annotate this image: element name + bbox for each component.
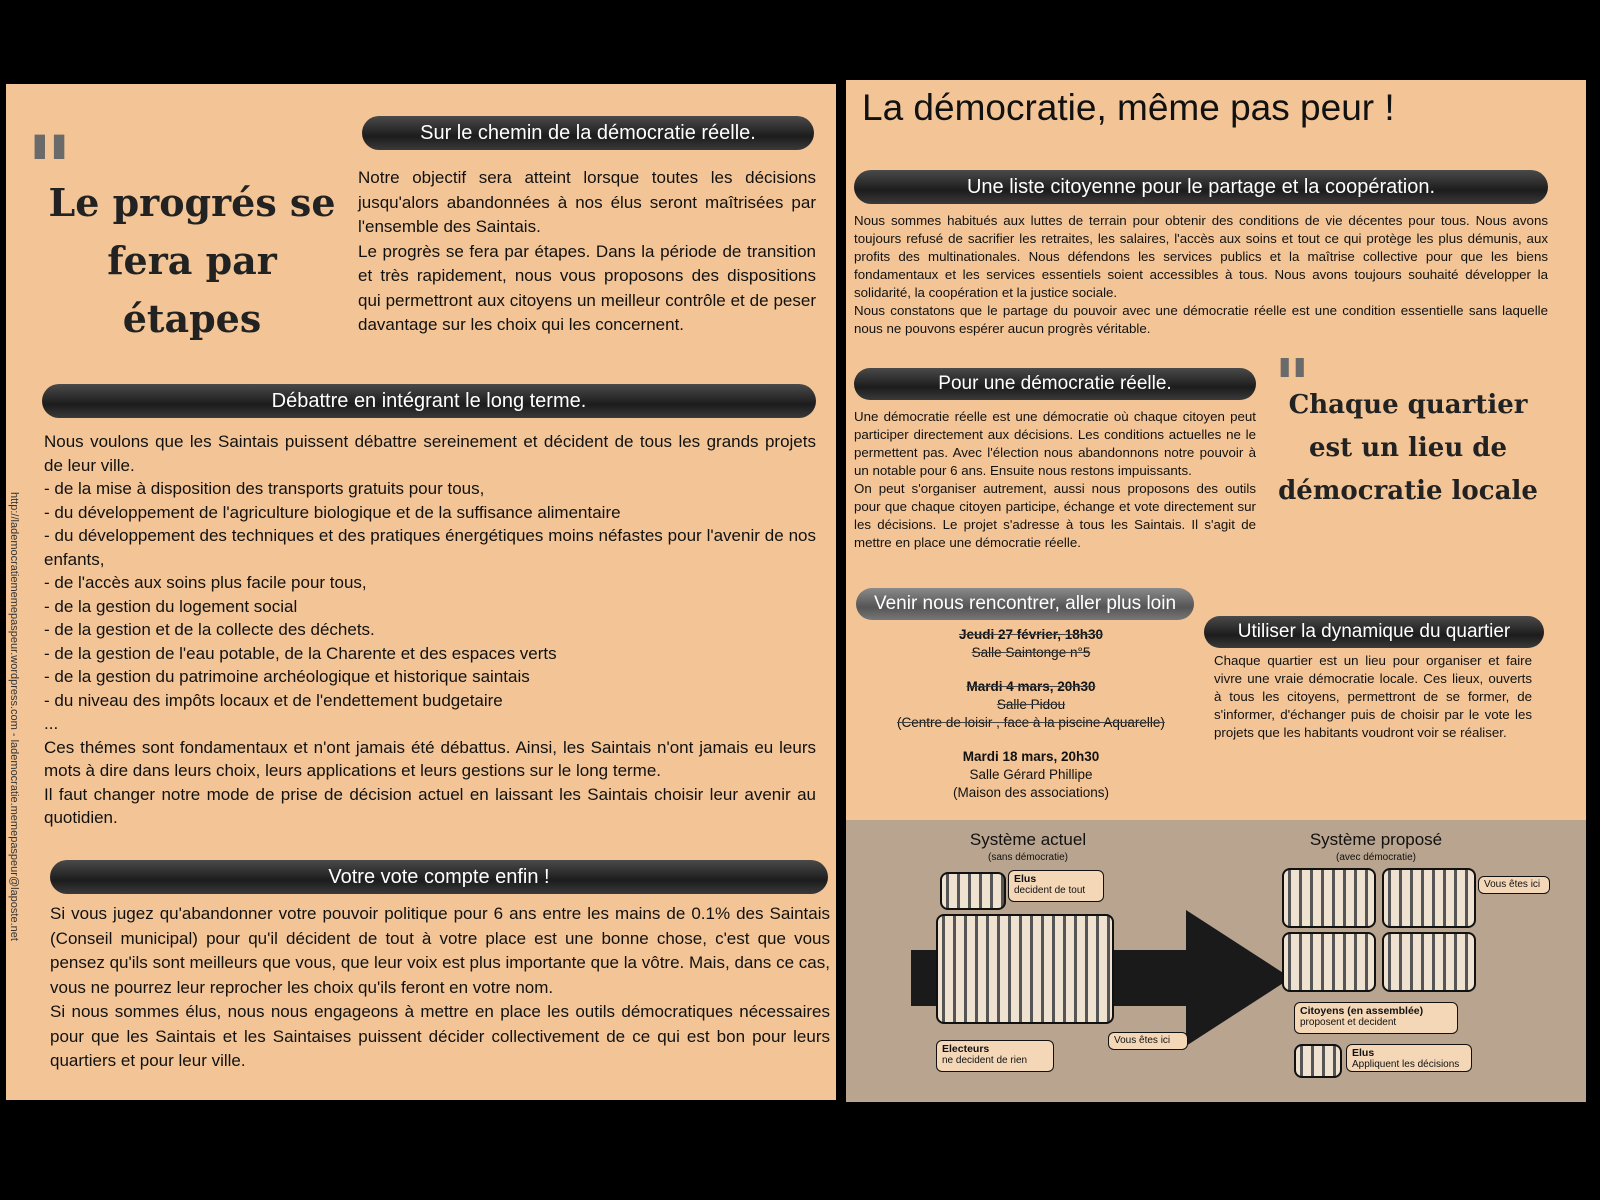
list-item: - de la gestion de l'eau potable, de la Charente et des espaces verts bbox=[44, 643, 557, 663]
electeurs-label: Electeurs ne decident de rien bbox=[936, 1040, 1054, 1072]
list-item: - du niveau des impôts locaux et de l'endettement budgetaire bbox=[44, 690, 503, 710]
section-title-quartier: Utiliser la dynamique du quartier bbox=[1204, 616, 1544, 648]
democratie-p1: Une démocratie réelle est une démocratie où chaque citoyen peut participer directement aux décisions. Les conditions actuelles ne le permettent pas. Avec l'élection nous abandonnons notre pouvoir à un notable pour 6 ans. Ensuite nous restons impuissants. bbox=[854, 409, 1256, 478]
elus2-group bbox=[1294, 1044, 1342, 1078]
right-quote: Chaque quartier est un lieu de démocratie locale bbox=[1278, 390, 1538, 506]
debattre-text bbox=[44, 430, 816, 830]
elus-label: Elus decident de tout bbox=[1008, 870, 1104, 902]
list-item: - de la gestion et de la collecte des déchets. bbox=[44, 620, 375, 639]
citoyens-label: Citoyens (en assemblée) proposent et decident bbox=[1294, 1002, 1458, 1034]
event-extra: (Centre de loisir , face à la piscine Aquarelle) bbox=[897, 715, 1165, 730]
list-item: - de la gestion du patrimoine archéologique et historique saintais bbox=[44, 667, 530, 686]
vous-ici-label-2: Vous êtes ici bbox=[1478, 876, 1550, 894]
quartier-p1: Chaque quartier est un lieu pour organiser et faire vivre une vraie démocratie locale. Ces lieux, ouverts à tous les citoyens, permettront de se former, de s'informer, d'échanger puis de choisir par le vote les projets que les habitants voudront voir se réaliser. bbox=[1214, 653, 1532, 740]
left-quote: Le progrés se fera par étapes bbox=[48, 180, 336, 341]
liste-p1: Nous sommes habitués aux luttes de terrain pour obtenir des conditions de vie décentes pour tous. Nous avons toujours refusé de sacrifier les retraites, les salaires, l'accès aux soins et tout ce qui protège les plus démunis, aux profits des multinationales. Nous défendons les services publics et la maîtrise collective pour que les biens fondamentaux et les services essentiels soient accessibles à tous. Nous avons toujours souhaité développer la solidarité, la coopération et la justice sociale. bbox=[854, 213, 1548, 300]
list-item: - de l'accès aux soins plus facile pour tous, bbox=[44, 573, 367, 592]
chemin-text bbox=[358, 166, 816, 338]
section-title-vote: Votre vote compte enfin ! bbox=[50, 860, 828, 894]
event-2 bbox=[866, 678, 1196, 732]
list-item: ... bbox=[44, 714, 59, 733]
proposed-sub: (avec démocratie) bbox=[1335, 852, 1417, 863]
citoyens-group-3 bbox=[1282, 932, 1376, 992]
events bbox=[866, 626, 1196, 802]
elus-group bbox=[940, 872, 1006, 910]
current-title: Système actuel bbox=[969, 830, 1087, 849]
right-page bbox=[846, 80, 1586, 1102]
section-title-democratie: Pour une démocratie réelle. bbox=[854, 368, 1256, 400]
debattre-outro2: Il faut changer notre mode de prise de décision actuel en laissant les Saintais choisir leur avenir au quotidien. bbox=[44, 784, 816, 827]
vote-p2: Si nous sommes élus, nous nous engageons à mettre en place les outils démocratiques nécessaires pour que les Saintais et les Saintaises puissent décider collectivement de ce qui est bon pour leurs quartiers et pour leur ville. bbox=[50, 1002, 830, 1070]
vote-text bbox=[50, 902, 830, 1074]
citoyens-group-1 bbox=[1282, 868, 1376, 928]
side-url: http://lademocratiememepaspeur.wordpress.com - lademocratie.memepaspeur@laposte.net bbox=[8, 492, 20, 941]
citoyens-group-4 bbox=[1382, 932, 1476, 992]
liste-text bbox=[854, 212, 1548, 338]
quote-mark: " bbox=[1274, 343, 1311, 426]
system-diagram bbox=[846, 820, 1586, 1102]
list-item: - du développement des techniques et des pratiques énergétiques moins néfastes pour l'avenir de nos enfants, bbox=[44, 526, 816, 569]
debattre-outro1: Ces thémes sont fondamentaux et n'ont jamais été débattus. Ainsi, les Saintais n'ont jamais eu leurs mots à dire dans leurs choix, leurs applications et leurs gestions sur le long terme. bbox=[44, 737, 816, 780]
current-sub: (sans démocratie) bbox=[987, 852, 1069, 863]
list-item: - de la mise à disposition des transports gratuits pour tous, bbox=[44, 479, 485, 498]
section-title-chemin: Sur le chemin de la démocratie réelle. bbox=[362, 116, 814, 150]
headline: La démocratie, même pas peur ! bbox=[862, 87, 1395, 128]
quote-mark: " bbox=[26, 116, 73, 222]
event-place: Salle Gérard Phillipe bbox=[969, 767, 1093, 782]
debattre-intro: Nous voulons que les Saintais puissent débattre sereinement et décident de tous les grands projets de leur ville. bbox=[44, 432, 816, 475]
event-date: Mardi 18 mars, 20h30 bbox=[962, 749, 1100, 764]
event-place: Salle Saintonge n°5 bbox=[971, 645, 1091, 660]
vote-p1: Si vous jugez qu'abandonner votre pouvoir politique pour 6 ans entre les mains de 0.1% des Saintais (Conseil municipal) pour qu'il décident de tout à votre place est une bonne chose, c'est que vous pensez qu'ils sont meilleurs que vous, que leur voix est plus importante que la vôtre. Mais, dans ce cas, vous ne pourrez leur reprocher les choix qu'ils feront en votre nom. bbox=[50, 904, 830, 997]
event-1 bbox=[866, 626, 1196, 662]
event-3 bbox=[866, 748, 1196, 802]
section-title-debattre: Débattre en intégrant le long terme. bbox=[42, 384, 816, 418]
section-title-liste: Une liste citoyenne pour le partage et la coopération. bbox=[854, 170, 1548, 204]
democratie-text bbox=[854, 408, 1256, 552]
event-extra: (Maison des associations) bbox=[952, 785, 1110, 800]
electeurs-group bbox=[936, 914, 1114, 1024]
elus2-label: Elus Appliquent les décisions bbox=[1346, 1044, 1472, 1072]
event-date: Jeudi 27 février, 18h30 bbox=[958, 627, 1104, 642]
vous-ici-label-1: Vous êtes ici bbox=[1108, 1032, 1188, 1050]
chemin-p2: Le progrès se fera par étapes. Dans la période de transition et très rapidement, nous vous proposons des dispositions qui permettront aux citoyens un meilleur contrôle et de peser davantage sur les choix qui les concernent. bbox=[358, 241, 816, 334]
democratie-p2: On peut s'organiser autrement, aussi nous proposons des outils pour que chaque citoyen participe, échange et vote directement sur les décisions. Le projet s'adresse à tous les Saintais. Il s'agit de mettre en place une démocratie réelle. bbox=[854, 481, 1256, 550]
list-item: - de la gestion du logement social bbox=[44, 596, 298, 616]
liste-p2: Nous constatons que le partage du pouvoir avec une démocratie réelle est une condition essentielle sans laquelle nous ne pouvons espérer aucun progrès véritable. bbox=[854, 303, 1548, 336]
event-place: Salle Pidou bbox=[996, 697, 1066, 712]
event-date: Mardi 4 mars, 20h30 bbox=[966, 679, 1096, 694]
section-title-rencontrer: Venir nous rencontrer, aller plus loin bbox=[856, 588, 1194, 620]
left-page bbox=[6, 84, 836, 1100]
quartier-text bbox=[1214, 652, 1532, 742]
citoyens-group-2 bbox=[1382, 868, 1476, 928]
proposed-title: Système proposé bbox=[1309, 830, 1443, 849]
list-item: - du développement de l'agriculture biologique et de la suffisance alimentaire bbox=[44, 502, 621, 522]
chemin-p1: Notre objectif sera atteint lorsque toutes les décisions jusqu'alors abandonnées à nos élus seront maîtrisées par l'ensemble des Saintais. bbox=[358, 168, 816, 236]
